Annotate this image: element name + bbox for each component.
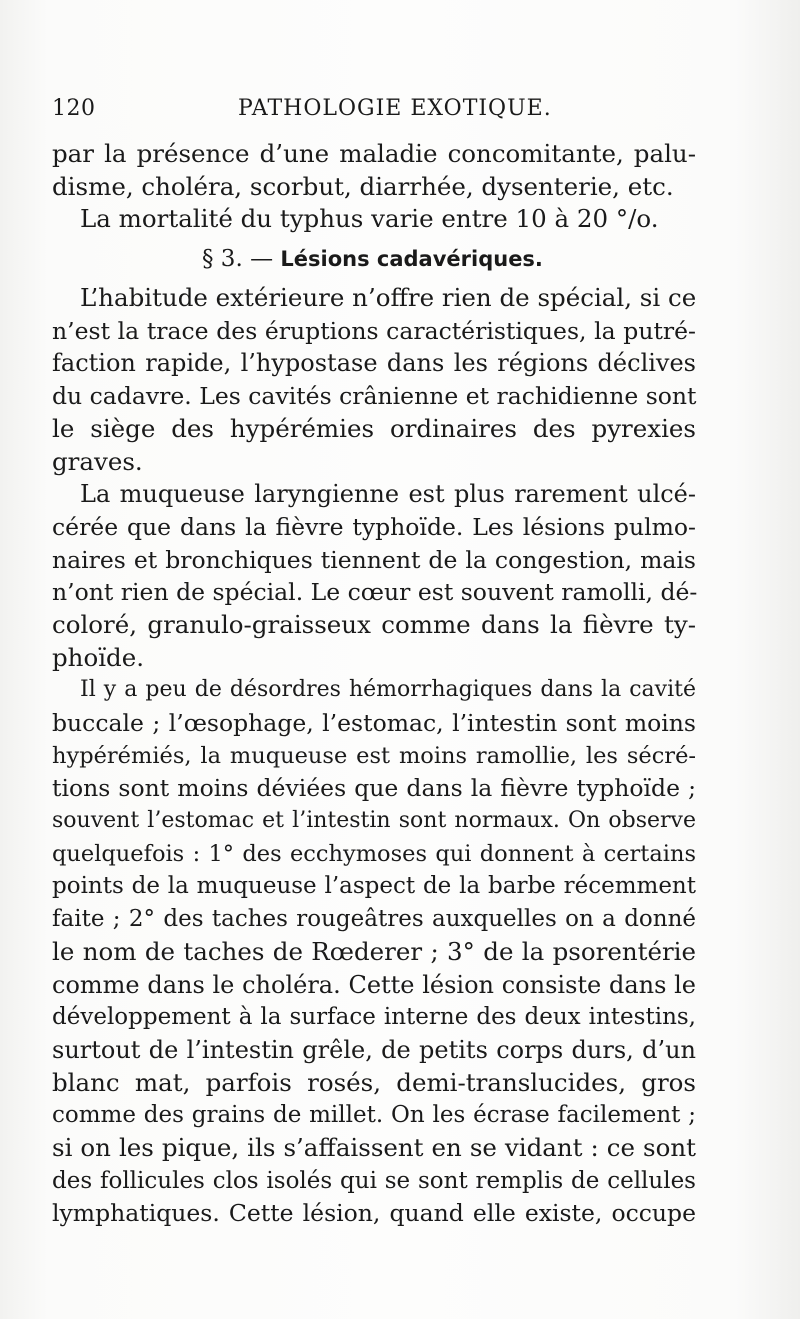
text-line: blanc mat, parfois rosés, demi-translucides, gros [52, 1067, 696, 1097]
text-line: Il y a peu de désordres hémorrhagiques dans la cavité [80, 677, 696, 703]
text-line: souvent l’estomac et l’intestin sont normaux. On observe [52, 808, 696, 834]
section-title: Lésions cadavériques. [280, 247, 543, 272]
text-line: développement à la surface interne des deux intestins, [52, 1004, 696, 1031]
text-line: par la présence d’une maladie concomitante, palu- [52, 139, 696, 168]
text-line: graves. [52, 446, 143, 476]
text-line: buccale ; l’œsophage, l’estomac, l’intestin sont moins [52, 709, 696, 737]
text-line: comme dans le choléra. Cette lésion consiste dans le [52, 970, 696, 999]
page-number: 120 [52, 96, 96, 121]
section-number: § 3. — [202, 246, 274, 273]
text-line: lymphatiques. Cette lésion, quand elle existe, occupe [52, 1199, 696, 1228]
text-line: disme, choléra, scorbut, diarrhée, dysenterie, etc. [52, 171, 674, 201]
text-line: du cadavre. Les cavités crânienne et rachidienne sont [52, 382, 697, 411]
page-body [52, 138, 696, 1230]
text-line: quelquefois : 1° des ecchymoses qui donnent à certains [52, 840, 696, 867]
text-line: comme des grains de millet. On les écrase facilement ; [52, 1102, 696, 1129]
text-line: phoïde. [52, 642, 145, 672]
section-heading [52, 236, 696, 282]
running-header [52, 96, 696, 132]
text-line: points de la muqueuse l’aspect de la barbe récemment [52, 873, 696, 900]
text-line: le nom de taches de Rœderer ; 3° de la psorentérie [52, 936, 696, 966]
text-line: le siège des hypérémies ordinaires des pyrexies [52, 413, 696, 443]
text-line: coloré, granulo-graisseux comme dans la fièvre ty- [52, 609, 696, 639]
text-line: si on les pique, ils s’affaissent en se vidant : ce sont [52, 1132, 696, 1162]
text-line: surtout de l’intestin grêle, de petits corps durs, d’un [52, 1035, 696, 1064]
text-line: n’est la trace des éruptions caractéristiques, la putré- [52, 316, 696, 345]
text-line: hypérémiés, la muqueuse est moins ramollie, les sécré- [52, 742, 696, 769]
text-line: faction rapide, l’hypostase dans les régions déclives [52, 349, 696, 378]
running-title: PATHOLOGIE EXOTIQUE. [238, 96, 552, 121]
text-line: cérée que dans la fièvre typhoïde. Les lésions pulmo- [52, 512, 696, 541]
text-line: La mortalité du typhus varie entre 10 à 20 °/o. [80, 204, 659, 234]
text-line: n’ont rien de spécial. Le cœur est souvent ramolli, dé- [52, 578, 698, 607]
text-line: naires et bronchiques tiennent de la congestion, mais [52, 545, 696, 574]
text-line: La muqueuse laryngienne est plus rarement ulcé- [80, 480, 696, 509]
text-line: tions sont moins déviées que dans la fièvre typhoïde ; [52, 774, 696, 803]
text-line: des follicules clos isolés qui se sont remplis de cellules [52, 1167, 696, 1194]
text-line: L’habitude extérieure n’offre rien de spécial, si ce [80, 283, 697, 313]
text-line: faite ; 2° des taches rougeâtres auxquelles on a donné [52, 906, 696, 933]
